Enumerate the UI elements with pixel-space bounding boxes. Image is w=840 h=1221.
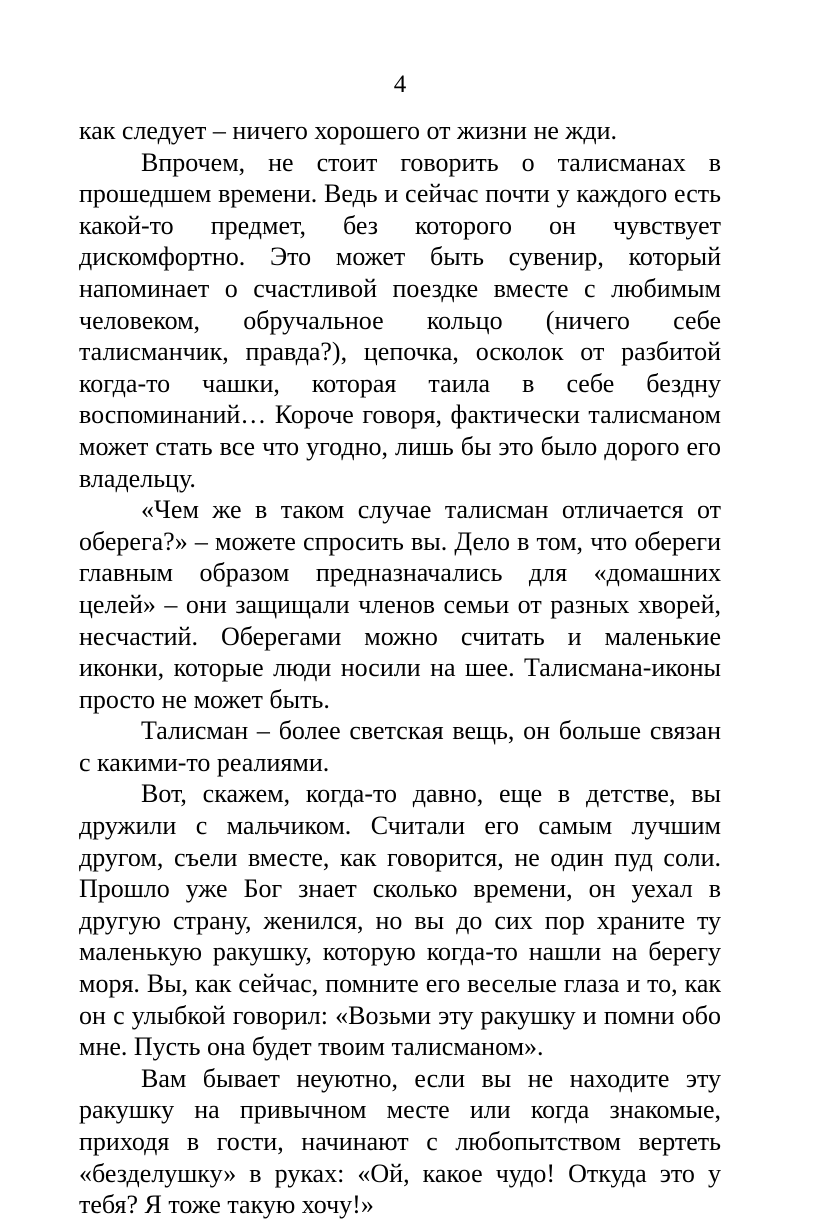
body-text [79, 115, 721, 1221]
paragraph: Вам бывает неуютно, если вы не находите эту ракушку на привычном месте или когда знакомые, приходя в гости, начинают с любопытством вертеть «безделушку» в руках: «Ой, какое чудо! Откуда это у тебя? Я тоже такую хочу!» [79, 1063, 721, 1220]
page-number: 4 [393, 71, 407, 98]
paragraph: Талисман – более светская вещь, он больше связан с какими-то реалиями. [79, 716, 721, 777]
paragraph: «Чем же в таком случае талисман отличается от оберега?» – можете спросить вы. Дело в том, что обереги главным образом предназначались для «домашних целей» – они защищали членов семьи от разных хворей, несчастий. Оберегами можно считать и маленькие иконки, которые люди носили на шее. Талисмана-иконы просто не может быть. [79, 495, 721, 714]
paragraph: Вот, скажем, когда-то давно, еще в детстве, вы дружили с мальчиком. Считали его самым лучшим другом, съели вместе, как говорится, не один пуд соли. Прошло уже Бог знает сколько времени, он уехал в другую страну, женился, но вы до сих пор храните ту маленькую ракушку, которую когда-то нашли на берегу моря. Вы, как сейчас, помните его веселые глаза и то, как он с улыбкой говорил: «Возьми эту ракушку и помни обо мне. Пусть она будет твоим талисманом». [79, 779, 721, 1062]
paragraph: как следует – ничего хорошего от жизни не жди. [79, 116, 618, 145]
paragraph: Впрочем, не стоит говорить о талисманах в прошедшем времени. Ведь и сейчас почти у каждого есть какой-то предмет, без которого он чувствует дискомфортно. Это может быть сувенир, который напоминает о счастливой поездке вместе с любимым человеком, обручальное кольцо (ничего себе талисманчик, правда?), цепочка, осколок от разбитой когда-то чашки, которая таила в себе бездну воспоминаний… Короче говоря, фактически талисманом может стать все что угодно, лишь бы это было дорого его владельцу. [79, 147, 721, 493]
